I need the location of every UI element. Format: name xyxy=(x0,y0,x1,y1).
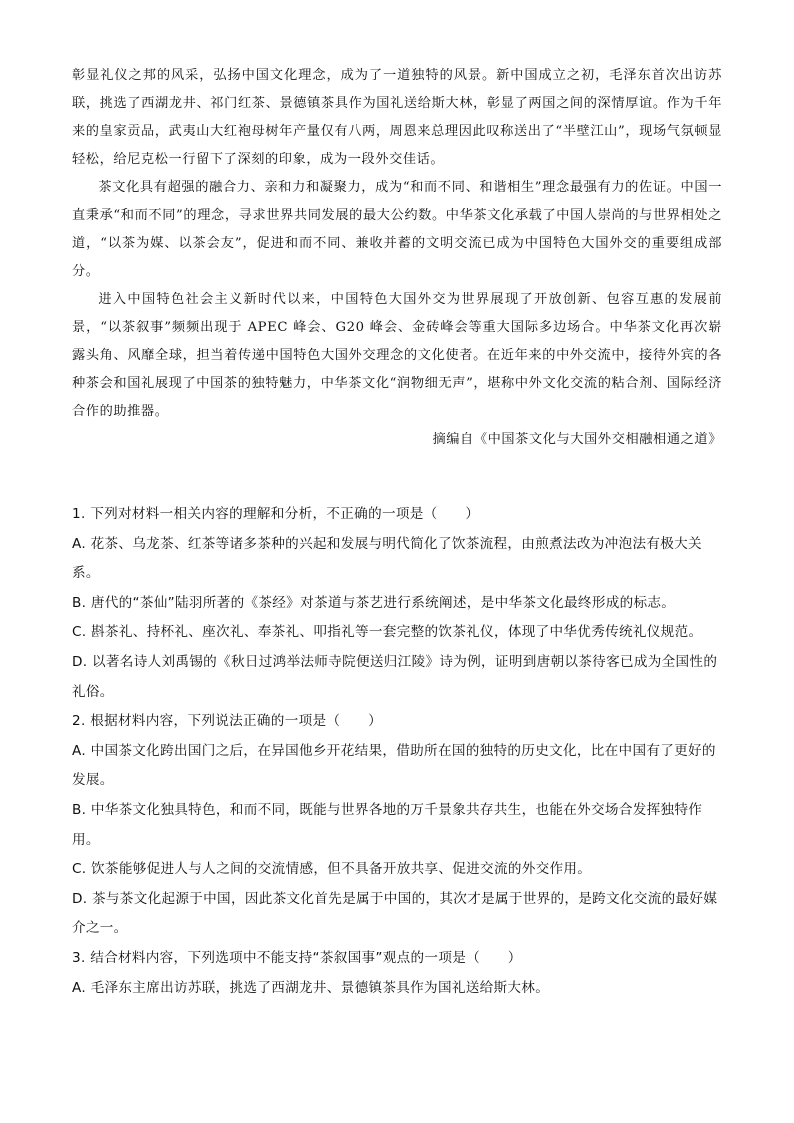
question-2-option-d: D. 茶与茶文化起源于中国，因此茶文化首先是属于中国的，其次才是属于世界的，是跨文化交流的最好媒介之一。 xyxy=(72,890,718,937)
question-1-option-c: C. 斟茶礼、持杯礼、座次礼、奉茶礼、叩指礼等一套完整的饮茶礼仪，体现了中华优秀传统礼仪规范。 xyxy=(72,624,703,641)
question-1-option-a: A. 花茶、乌龙茶、红茶等诸多茶种的兴起和发展与明代简化了饮茶流程，由煎煮法改为冲泡法有极大关系。 xyxy=(72,535,702,582)
question-1-option-b: B. 唐代的“茶仙”陆羽所著的《茶经》对茶道与茶艺进行系统阐述，是中华茶文化最终形成的标志。 xyxy=(72,594,676,611)
passage-paragraph-2: 茶文化具有超强的融合力、亲和力和凝聚力，成为“和而不同、和谐相生”理念最强有力的佐证。中国一直秉承“和而不同”的理念，寻求世界共同发展的最大公约数。中华茶文化承载了中国人崇尚的与世界相处之道，“以茶为媒、以茶会友”，促进和而不同、兼收并蓄的文明交流已成为中国特色大国外交的重要组成部分。 xyxy=(72,180,722,279)
passage-paragraph-1: 彰显礼仪之邦的风采，弘扬中国文化理念，成为了一道独特的风景。新中国成立之初，毛泽东首次出访苏联，挑选了西湖龙井、祁门红茶、景德镇茶具作为国礼送给斯大林，彰显了两国之间的深情厚谊。作为千年来的皇家贡品，武夷山大红袍母树年产量仅有八两，周恩来总理因此叹称送出了“半壁江山”，现场气氛顿显轻松，给尼克松一行留下了深刻的印象，成为一段外交佳话。 xyxy=(72,68,722,167)
question-2-option-a: A. 中国茶文化跨出国门之后，在异国他乡开花结果，借助所在国的独特的历史文化，比在中国有了更好的发展。 xyxy=(72,742,716,789)
question-1-stem: 1. 下列对材料一相关内容的理解和分析，不正确的一项是（ ） xyxy=(72,506,480,522)
question-1-option-d: D. 以著名诗人刘禹锡的《秋日过鸿举法师寺院便送归江陵》诗为例，证明到唐朝以茶待客已成为全国性的礼俗。 xyxy=(72,653,718,700)
question-2-option-c: C. 饮茶能够促进人与人之间的交流情感，但不具备开放共享、促进交流的外交作用。 xyxy=(72,861,592,878)
passage-paragraph-3: 进入中国特色社会主义新时代以来，中国特色大国外交为世界展现了开放创新、包容互惠的发展前景，“以茶叙事”频频出现于 APEC 峰会、G20 峰会、金砖峰会等重大国际多边场合。中华茶文化再次崭露头角、风靡全球，担当着传递中国特色大国外交理念的文化使者。在近年来的中外交流中，接待外宾的各种茶会和国礼展现了中国茶的独特魅力，中华茶文化“润物细无声”，堪称中外文化交流的粘合剂、国际经济合作的助推器。 xyxy=(72,292,722,419)
question-3-stem: 3. 结合材料内容，下列选项中不能支持“茶叙国事”观点的一项是（ ） xyxy=(72,949,522,966)
question-3-option-a: A. 毛泽东主席出访苏联，挑选了西湖龙井、景德镇茶具作为国礼送给斯大林。 xyxy=(72,979,550,996)
reading-passage xyxy=(72,62,722,454)
question-2-stem: 2. 根据材料内容，下列说法正确的一项是（ ） xyxy=(72,713,382,730)
passage-source: 摘编自《中国茶文化与大国外交相融相通之道》 xyxy=(432,432,722,447)
question-list xyxy=(72,500,722,1003)
question-2-option-b: B. 中华茶文化独具特色，和而不同，既能与世界各地的万千景象共存共生，也能在外交场合发挥独特作用。 xyxy=(72,801,703,848)
